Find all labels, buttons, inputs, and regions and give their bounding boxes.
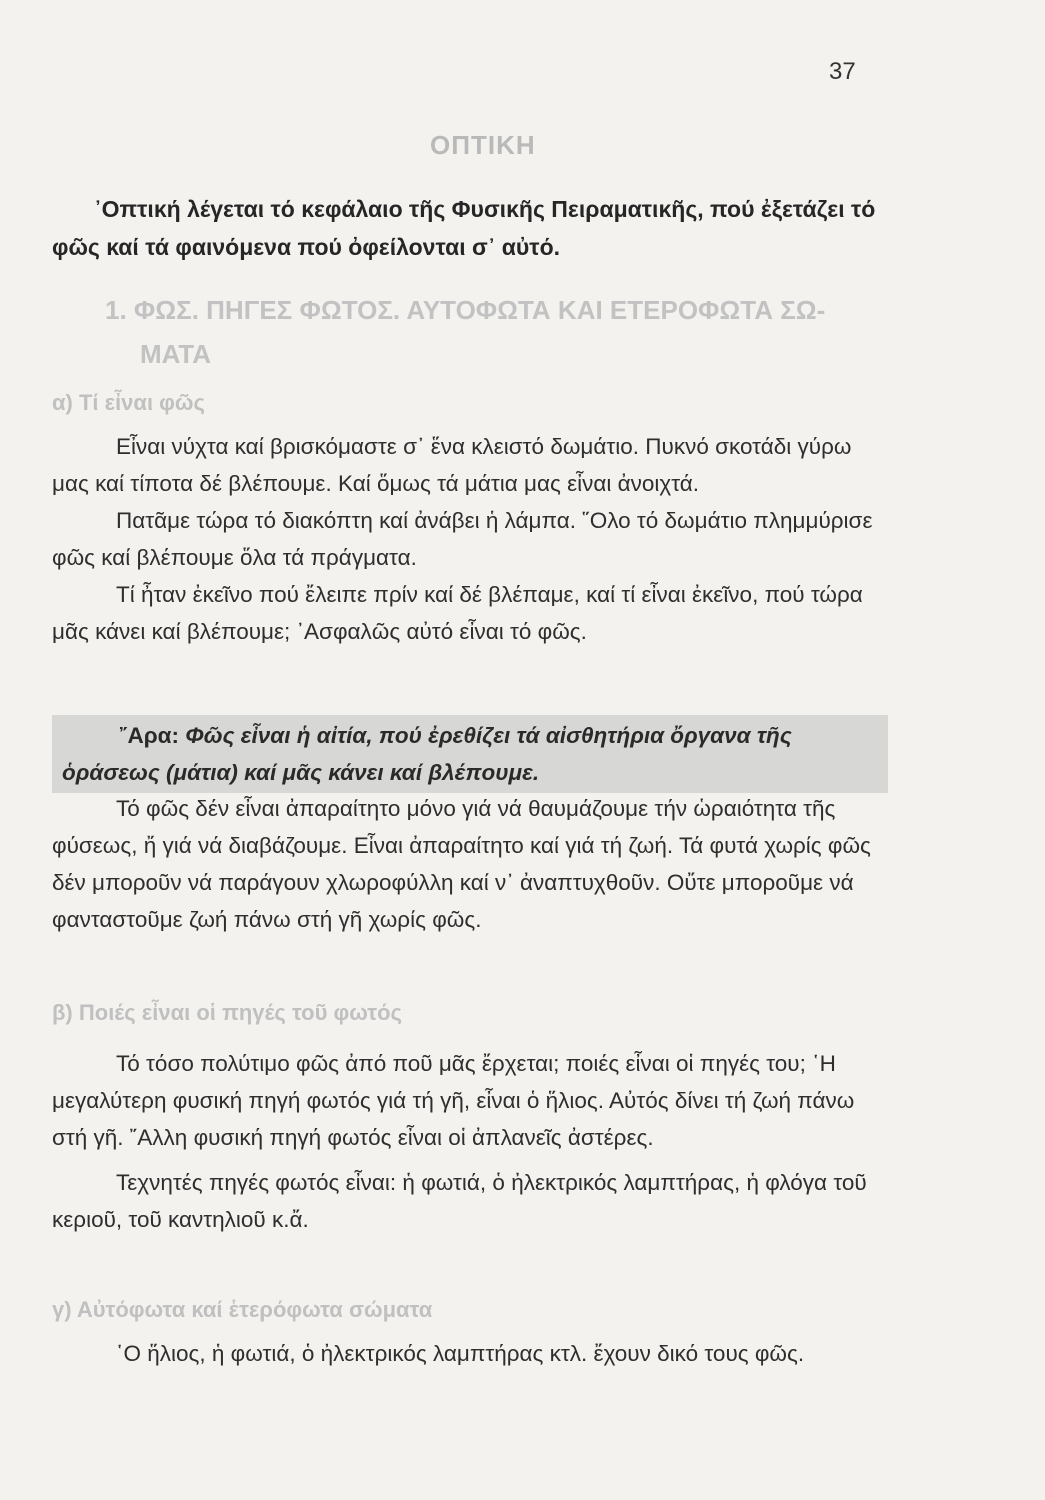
paragraph: Τό φῶς δέν εἶναι ἀπαραίτητο μόνο γιά νά θαυμάζουμε τήν ὡραιότητα τῆς φύσεως, ἤ γιά νά διαβάζουμε. Εἶναι ἀπαραίτητο καί γιά τή ζωή. Τά φυτά χωρίς φῶς δέν μποροῦν νά παράγουν χλωροφύλλη καί ν᾿ ἀναπτυχθοῦν. Οὔτε μποροῦμε νά φανταστοῦμε ζωή πάνω στή γῆ χωρίς φῶς. xyxy=(52,796,871,932)
definition-text: Φῶς εἶναι ἡ αἰτία, πού ἐρεθίζει τά αἰσθητήρια ὄργανα τῆς ὁράσεως (μάτια) καί μᾶς κάνει καί βλέπουμε. xyxy=(62,723,792,785)
text-block-b xyxy=(52,1045,892,1238)
section-heading xyxy=(105,288,885,376)
definition-box xyxy=(52,715,888,793)
subheading-a: α) Τί εἶναι φῶς xyxy=(52,390,205,415)
subheading-c: γ) Αὐτόφωτα καί ἑτερόφωτα σώματα xyxy=(52,1297,433,1322)
paragraph: Τεχνητές πηγές φωτός εἶναι: ἡ φωτιά, ὁ ἠλεκτρικός λαμπτήρας, ἡ φλόγα τοῦ κεριοῦ, τοῦ καντηλιοῦ κ.ἄ. xyxy=(52,1170,867,1232)
chapter-title: ΟΠΤΙΚΗ xyxy=(430,130,536,160)
definition xyxy=(52,715,888,791)
paragraph: Πατᾶμε τώρα τό διακόπτη καί ἀνάβει ἡ λάμπα. ῞Ολο τό δωμάτιο πλημμύρισε φῶς καί βλέπουμε ὅλα τά πράγματα. xyxy=(52,508,873,570)
paragraph: Τό τόσο πολύτιμο φῶς ἀπό ποῦ μᾶς ἔρχεται; ποιές εἶναι οἱ πηγές του; ῾Η μεγαλύτερη φυσική πηγή φωτός γιά τή γῆ, εἶναι ὁ ἥλιος. Αὐτός δίνει τή ζωή πάνω στή γῆ. ῎Αλλη φυσική πηγή φωτός εἶναι οἱ ἀπλανεῖς ἀστέρες. xyxy=(52,1051,855,1150)
intro-paragraph: ᾿Οπτική λέγεται τό κεφάλαιο τῆς Φυσικῆς Πειραματικῆς, πού ἐξετάζει τό φῶς καί τά φαινόμενα πού ὀφείλονται σ᾿ αὐτό. xyxy=(52,196,876,260)
text-block-a xyxy=(52,428,892,650)
paragraph: Εἶναι νύχτα καί βρισκόμαστε σ᾿ ἕνα κλειστό δωμάτιο. Πυκνό σκοτάδι γύρω μας καί τίποτα δέ βλέπουμε. Καί ὅμως τά μάτια μας εἶναι ἀνοιχτά. xyxy=(52,434,852,496)
page-number: 37 xyxy=(829,58,856,85)
chapter-intro xyxy=(52,190,882,266)
section-title-continuation: ΜΑΤΑ xyxy=(140,339,212,369)
definition-lead: ῎Αρα: xyxy=(120,723,179,748)
text-block-c xyxy=(52,1335,892,1372)
paragraph: Τί ἦταν ἐκεῖνο πού ἔλειπε πρίν καί δέ βλέπαμε, καί τί εἶναι ἐκεῖνο, πού τώρα μᾶς κάνει καί βλέπουμε; ᾿Ασφαλῶς αὐτό εἶναι τό φῶς. xyxy=(52,582,863,644)
text-block-a-after xyxy=(52,790,892,938)
section-title: 1. ΦΩΣ. ΠΗΓΕΣ ΦΩΤΟΣ. ΑΥΤΟΦΩΤΑ ΚΑΙ ΕΤΕΡΟΦΩΤΑ ΣΩ- xyxy=(105,295,826,325)
subheading-b: β) Ποιές εἶναι οἱ πηγές τοῦ φωτός xyxy=(52,1000,402,1025)
paragraph: ῾Ο ἥλιος, ἡ φωτιά, ὁ ἠλεκτρικός λαμπτήρας κτλ. ἔχουν δικό τους φῶς. xyxy=(116,1341,805,1366)
